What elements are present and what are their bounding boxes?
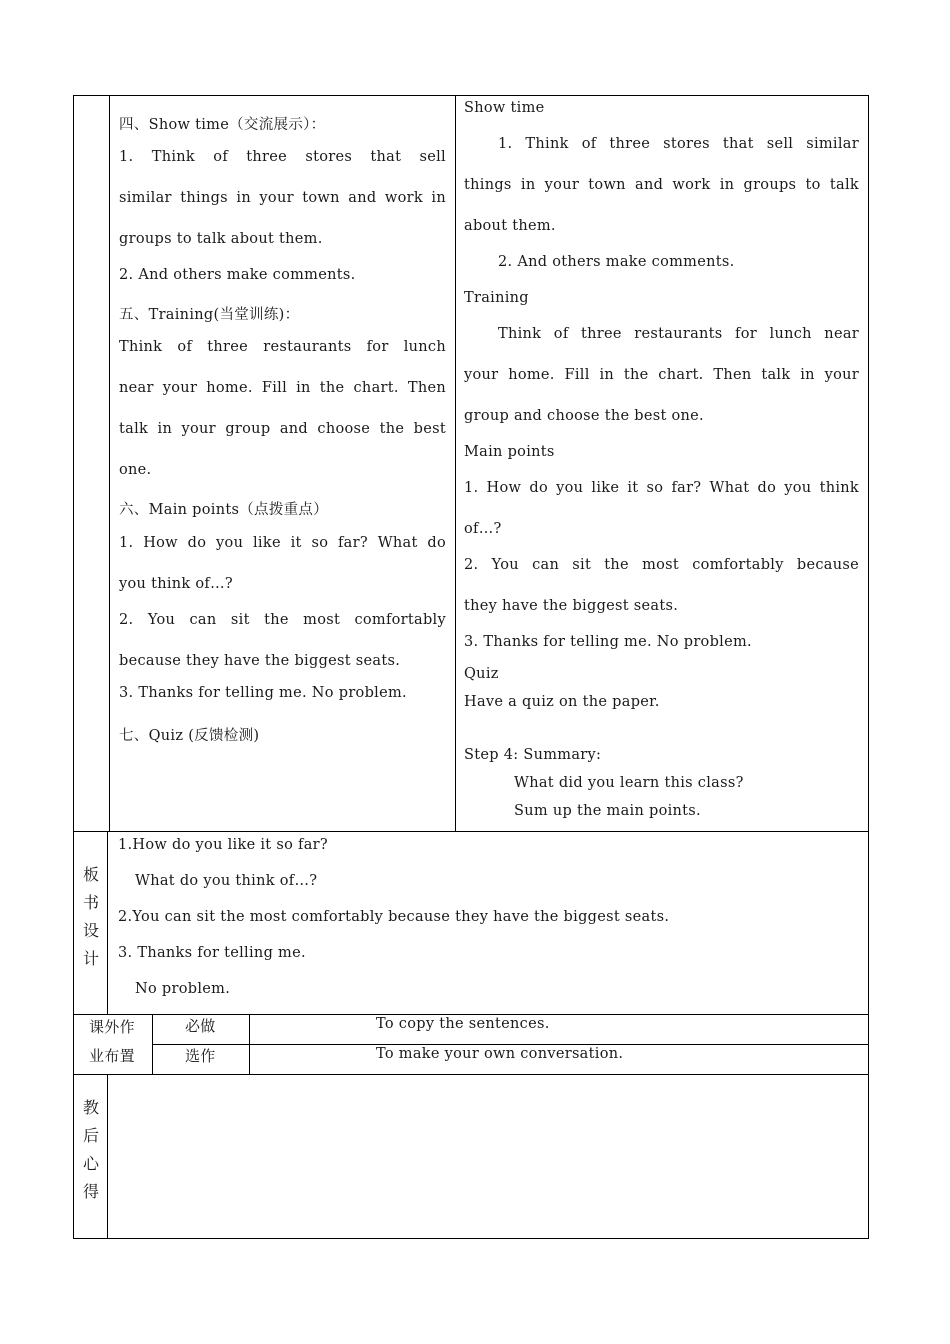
reflection-content-area[interactable] xyxy=(108,1075,868,1238)
table-bottom-border xyxy=(73,1238,869,1239)
main-point-1-line-2: you think of…? xyxy=(119,576,233,592)
board-line-1: 1.How do you like it so far? xyxy=(118,837,328,853)
heading-show-time: Show time xyxy=(464,100,545,116)
show-time-item-1-line-3: groups to talk about them. xyxy=(119,231,323,247)
board-line-5: No problem. xyxy=(135,981,231,997)
board-line-4: 3. Thanks for telling me. xyxy=(118,945,306,961)
table-top-border xyxy=(73,95,869,96)
show-time-item-1-line-2: similar things in your town and work in xyxy=(119,190,446,206)
heading-main-points: Main points xyxy=(464,444,555,460)
show-time-item-1-line-1: 1. Think of three stores that sell similar xyxy=(498,136,859,152)
summary-main-points: Sum up the main points. xyxy=(514,803,701,819)
show-time-item-1-line-1: 1. Think of three stores that sell xyxy=(119,149,446,165)
training-line-2: your home. Fill in the chart. Then talk in your xyxy=(464,367,859,383)
board-design-label: 板书设计 xyxy=(82,865,99,968)
optional-label: 选作 xyxy=(185,1047,216,1065)
show-time-item-1-line-3: about them. xyxy=(464,218,556,234)
summary-question: What did you learn this class? xyxy=(514,775,744,791)
homework-label-line-2: 业布置 xyxy=(89,1047,135,1065)
main-point-1-line-2: of…? xyxy=(464,521,502,537)
show-time-item-2: 2. And others make comments. xyxy=(119,267,356,283)
reflection-label: 教后心得 xyxy=(82,1098,99,1201)
table-right-border xyxy=(868,95,869,1239)
heading-quiz: Quiz xyxy=(464,666,499,682)
quiz-text: Have a quiz on the paper. xyxy=(464,694,660,710)
table-left-border xyxy=(73,95,74,1239)
training-line-4: one. xyxy=(119,462,152,478)
training-line-3: talk in your group and choose the best xyxy=(119,421,446,437)
row-divider-board xyxy=(73,831,869,832)
main-point-3: 3. Thanks for telling me. No problem. xyxy=(119,685,407,701)
main-point-1-line-1: 1. How do you like it so far? What do xyxy=(119,535,446,551)
training-line-1: Think of three restaurants for lunch xyxy=(119,339,446,355)
show-time-item-1-line-2: things in your town and work in groups to talk xyxy=(464,177,859,193)
main-point-3: 3. Thanks for telling me. No problem. xyxy=(464,634,752,650)
board-line-3: 2.You can sit the most comfortably because they have the biggest seats. xyxy=(118,909,670,925)
heading-quiz-cn: 七、Quiz (反馈检测) xyxy=(119,728,260,744)
main-point-1-line-1: 1. How do you like it so far? What do you think xyxy=(464,480,859,496)
main-point-2-line-2: because they have the biggest seats. xyxy=(119,653,401,669)
homework-label-line-1: 课外作 xyxy=(89,1018,135,1036)
required-homework: To copy the sentences. xyxy=(376,1016,550,1032)
heading-training-cn: 五、Training(当堂训练)： xyxy=(119,307,300,323)
main-point-2-line-2: they have the biggest seats. xyxy=(464,598,679,614)
optional-homework: To make your own conversation. xyxy=(376,1046,624,1062)
board-line-2: What do you think of…? xyxy=(135,873,318,889)
main-point-2-line-1: 2. You can sit the most comfortably xyxy=(119,612,446,628)
label-column-divider-board xyxy=(107,831,108,1014)
training-line-1: Think of three restaurants for lunch near xyxy=(498,326,859,342)
heading-training: Training xyxy=(464,290,529,306)
training-line-3: group and choose the best one. xyxy=(464,408,704,424)
main-point-2-line-1: 2. You can sit the most comfortably because xyxy=(464,557,859,573)
heading-show-time-cn: 四、Show time（交流展示）： xyxy=(119,117,326,133)
required-label: 必做 xyxy=(185,1017,216,1035)
step-4-summary: Step 4: Summary: xyxy=(464,747,602,763)
homework-inner-row-divider xyxy=(152,1044,869,1045)
heading-main-points-cn: 六、Main points（点拨重点） xyxy=(119,502,329,518)
training-line-2: near your home. Fill in the chart. Then xyxy=(119,380,446,396)
content-column-divider xyxy=(455,95,456,832)
show-time-item-2: 2. And others make comments. xyxy=(498,254,735,270)
label-column-divider-top xyxy=(109,95,110,832)
